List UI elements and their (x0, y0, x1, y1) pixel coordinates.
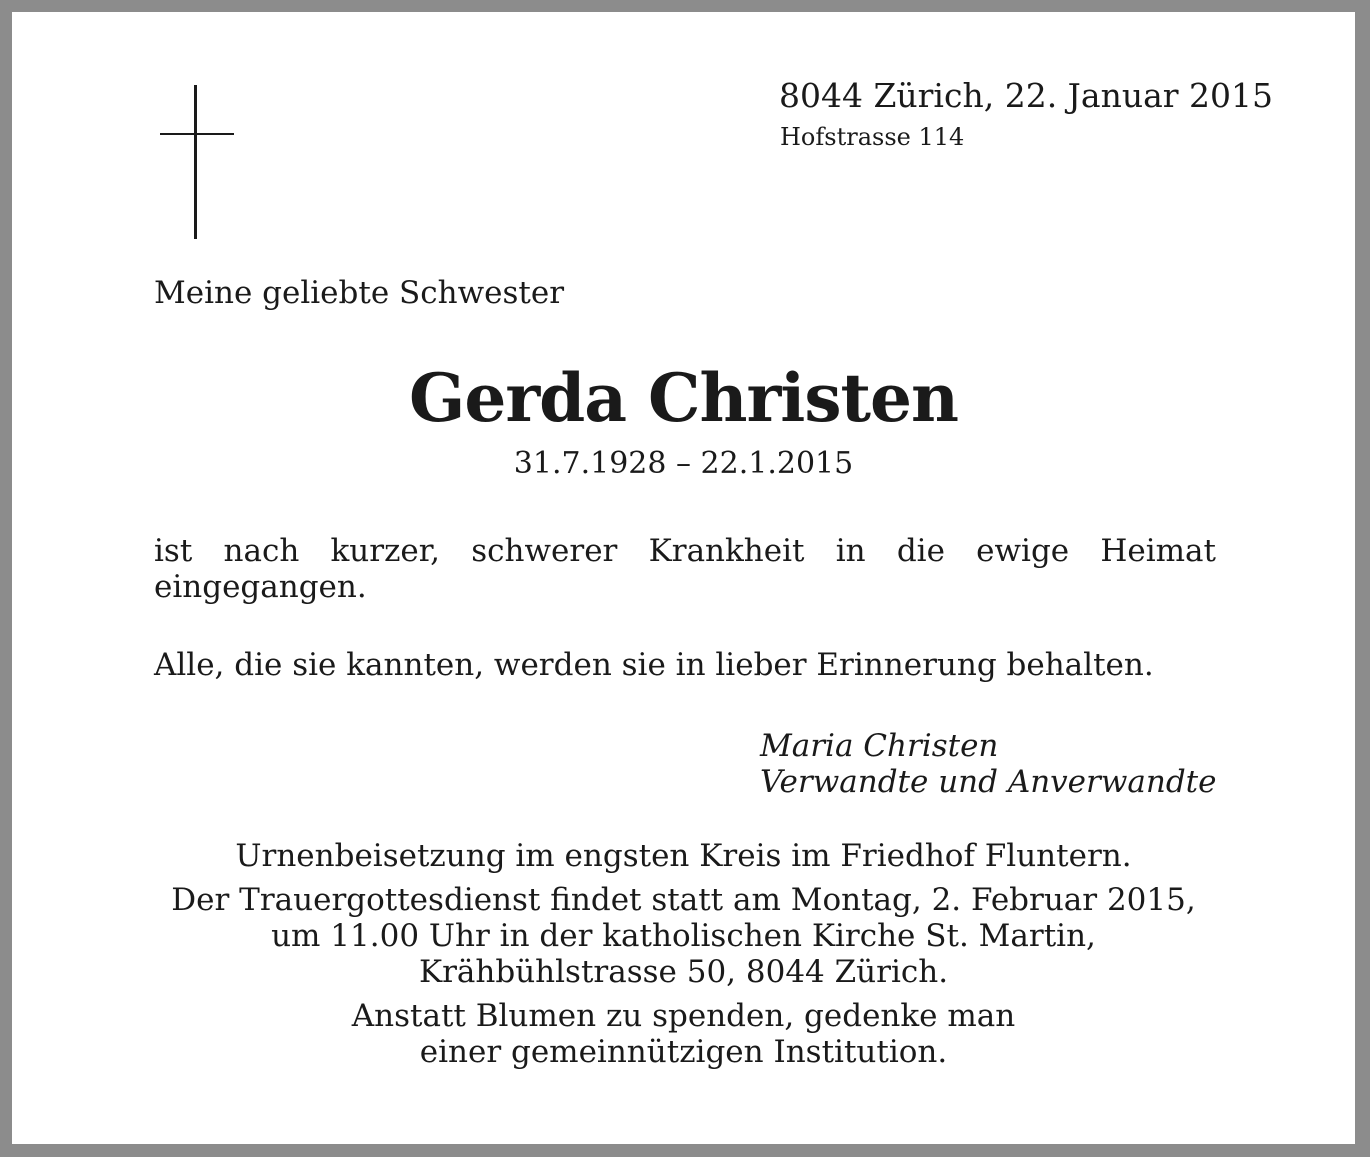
flowers-note (12, 998, 1355, 1070)
cross-vertical-bar (194, 85, 197, 239)
obituary-notice (12, 12, 1355, 1144)
burial-text: Urnenbeisetzung im engsten Kreis im Friedhof Fluntern. (235, 838, 1132, 874)
mass-line: um 11.00 Uhr in der katholischen Kirche St. Martin, (271, 918, 1096, 954)
intro-text: Meine geliebte Schwester (154, 275, 565, 311)
deceased-name: Gerda Christen (409, 359, 958, 437)
flowers-line: einer gemeinnützigen Institution. (419, 1034, 948, 1070)
signer-relatives: Verwandte und Anverwandte (760, 764, 1217, 800)
address: Hofstrasse 114 (780, 123, 965, 151)
place-date: 8044 Zürich, 22. Januar 2015 (779, 76, 1274, 115)
flowers-line: Anstatt Blumen zu spenden, gedenke man (351, 998, 1016, 1034)
message-text: ist nach kurzer, schwerer Krankheit in die ewige Heimat eingegangen. (154, 533, 1216, 605)
mass-line: Krähbühlstrasse 50, 8044 Zürich. (418, 954, 949, 990)
signer-name: Maria Christen (760, 728, 999, 764)
service-info (12, 838, 1355, 1070)
mass-info (12, 882, 1355, 990)
life-dates: 31.7.1928 – 22.1.2015 (513, 446, 854, 481)
remembrance-text: Alle, die sie kannten, werden sie in lieber Erinnerung behalten. (154, 647, 1154, 683)
cross-horizontal-bar (160, 133, 234, 135)
signers-block (760, 728, 1216, 800)
mass-line: Der Trauergottesdienst findet statt am Montag, 2. Februar 2015, (171, 882, 1196, 918)
cross-icon (160, 85, 234, 239)
